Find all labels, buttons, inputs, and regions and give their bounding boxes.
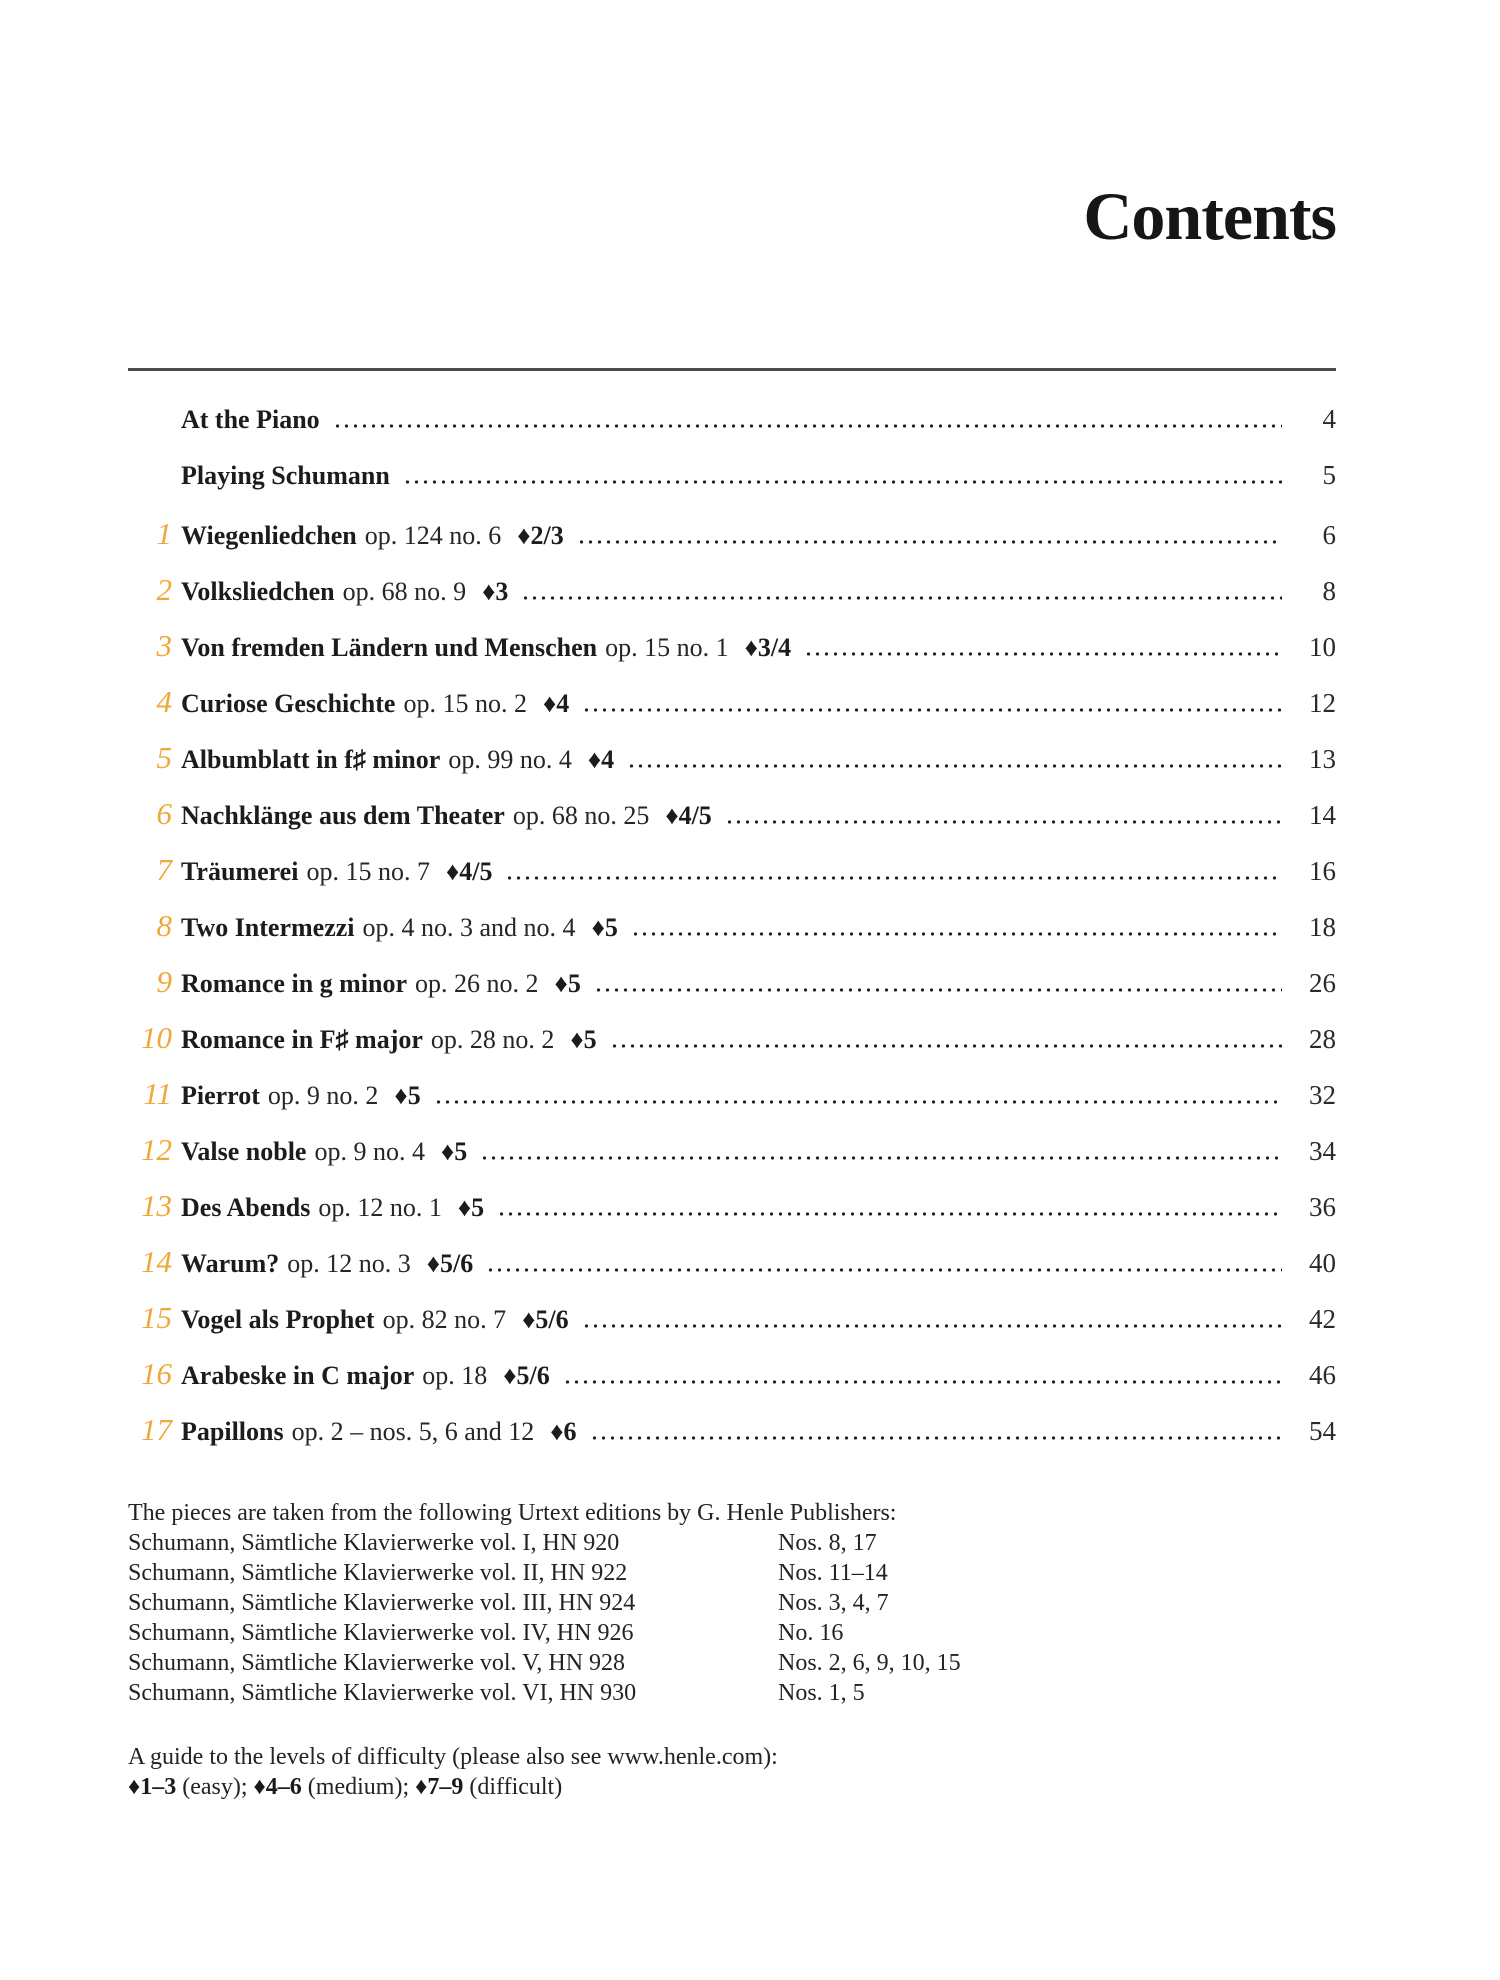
- source-numbers: Nos. 3, 4, 7: [778, 1590, 889, 1616]
- dots-leader: [594, 988, 1282, 992]
- toc-page: 14: [1309, 800, 1336, 830]
- table-of-contents: [128, 404, 1336, 1468]
- toc-number: 3: [156, 628, 172, 663]
- toc-page: 5: [1322, 460, 1336, 490]
- toc-number: 16: [141, 1356, 172, 1391]
- source-numbers: Nos. 8, 17: [778, 1530, 877, 1556]
- toc-row: [128, 908, 1336, 964]
- toc-opus: op. 15 no. 7: [306, 857, 430, 886]
- toc-title: Des Abends: [181, 1193, 311, 1222]
- toc-opus: op. 15 no. 2: [403, 689, 527, 718]
- toc-level: ♦5: [457, 1193, 485, 1222]
- source-edition: Schumann, Sämtliche Klavierwerke vol. IV, HN 926: [128, 1620, 634, 1646]
- toc-row: [128, 852, 1336, 908]
- toc-page: 54: [1309, 1416, 1336, 1446]
- toc-row: [128, 572, 1336, 628]
- header-divider: [128, 368, 1336, 371]
- dots-leader: [582, 708, 1282, 712]
- toc-row: [128, 1244, 1336, 1300]
- toc-row: [128, 1412, 1336, 1468]
- toc-row: [128, 1188, 1336, 1244]
- toc-level: ♦5/6: [522, 1305, 569, 1334]
- guide-level-range: ♦1–3: [128, 1774, 177, 1800]
- toc-title: Nachklänge aus dem Theater: [181, 801, 505, 830]
- dots-leader: [434, 1100, 1282, 1104]
- toc-page: 18: [1309, 912, 1336, 942]
- toc-number: 4: [156, 684, 172, 719]
- toc-title: Wiegenliedchen: [181, 521, 357, 550]
- source-edition: Schumann, Sämtliche Klavierwerke vol. V, HN 928: [128, 1650, 626, 1676]
- toc-number: 2: [156, 572, 172, 607]
- dots-leader: [403, 480, 1282, 484]
- page-title: Contents: [1083, 178, 1336, 254]
- source-row: [128, 1558, 1336, 1588]
- dots-leader: [480, 1156, 1282, 1160]
- toc-opus: op. 68 no. 9: [342, 577, 467, 606]
- toc-title: Warum?: [181, 1249, 280, 1278]
- toc-row: [128, 460, 1336, 516]
- toc-opus: op. 68 no. 25: [512, 801, 650, 830]
- dots-leader: [725, 820, 1282, 824]
- toc-number: 8: [156, 908, 172, 943]
- toc-opus: op. 15 no. 1: [605, 633, 729, 662]
- toc-page: 16: [1309, 856, 1336, 886]
- toc-level: ♦4: [542, 689, 570, 718]
- toc-title: Träumerei: [181, 857, 299, 886]
- toc-level: ♦5/6: [503, 1361, 550, 1390]
- toc-title: Papillons: [181, 1417, 284, 1446]
- toc-number: 17: [141, 1412, 172, 1447]
- toc-title: Vogel als Prophet: [181, 1305, 375, 1334]
- toc-number: 1: [156, 516, 172, 551]
- toc-opus: op. 9 no. 4: [314, 1137, 425, 1166]
- toc-level: ♦4/5: [445, 857, 493, 886]
- dots-leader: [497, 1212, 1282, 1216]
- toc-opus: op. 26 no. 2: [415, 969, 539, 998]
- toc-number: 7: [156, 852, 172, 887]
- toc-level: ♦4/5: [665, 801, 712, 830]
- dots-leader: [590, 1436, 1282, 1440]
- source-row: [128, 1588, 1336, 1618]
- dots-leader: [563, 1380, 1282, 1384]
- dots-leader: [333, 424, 1282, 428]
- toc-title: Valse noble: [181, 1137, 307, 1166]
- toc-row: [128, 796, 1336, 852]
- source-edition: Schumann, Sämtliche Klavierwerke vol. VI, HN 930: [128, 1680, 637, 1706]
- toc-page: 28: [1309, 1024, 1336, 1054]
- dots-leader: [486, 1268, 1282, 1272]
- toc-number: 5: [156, 740, 172, 775]
- toc-opus: op. 124 no. 6: [364, 521, 502, 550]
- toc-row: [128, 516, 1336, 572]
- toc-level: ♦4: [587, 745, 615, 774]
- source-numbers: Nos. 1, 5: [778, 1680, 865, 1706]
- toc-opus: op. 18: [422, 1361, 488, 1390]
- toc-opus: op. 12 no. 1: [318, 1193, 442, 1222]
- toc-number: 12: [141, 1132, 172, 1167]
- toc-opus: op. 28 no. 2: [430, 1025, 555, 1054]
- toc-number: 9: [156, 964, 172, 999]
- toc-row: [128, 1300, 1336, 1356]
- dots-leader: [505, 876, 1282, 880]
- toc-page: 34: [1309, 1136, 1336, 1166]
- toc-page: 8: [1322, 576, 1336, 606]
- toc-page: 36: [1309, 1192, 1336, 1222]
- toc-row: [128, 1356, 1336, 1412]
- toc-title: Romance in g minor: [181, 969, 408, 998]
- toc-row: [128, 740, 1336, 796]
- source-numbers: Nos. 2, 6, 9, 10, 15: [778, 1650, 961, 1676]
- toc-page: 32: [1309, 1080, 1336, 1110]
- source-row: [128, 1528, 1336, 1558]
- guide-levels-line: [128, 1772, 1336, 1802]
- dots-leader: [804, 652, 1282, 656]
- guide-level-range: ♦4–6: [253, 1774, 302, 1800]
- dots-leader: [521, 596, 1282, 600]
- toc-opus: op. 12 no. 3: [287, 1249, 411, 1278]
- toc-level: ♦2/3: [517, 521, 564, 550]
- dots-leader: [582, 1324, 1282, 1328]
- toc-row: [128, 684, 1336, 740]
- toc-number: 14: [141, 1244, 172, 1279]
- toc-opus: op. 9 no. 2: [267, 1081, 379, 1110]
- guide-level-desc: (medium);: [301, 1774, 416, 1800]
- toc-level: ♦6: [550, 1417, 577, 1446]
- source-row: [128, 1678, 1336, 1708]
- toc-number: 15: [141, 1300, 172, 1335]
- toc-title: Pierrot: [181, 1081, 260, 1110]
- toc-page: 10: [1309, 632, 1336, 662]
- toc-title: Curiose Geschichte: [181, 689, 396, 718]
- guide-intro: A guide to the levels of difficulty (please also see www.henle.com):: [128, 1744, 778, 1770]
- toc-page: 13: [1309, 744, 1336, 774]
- toc-title: Playing Schumann: [181, 461, 390, 490]
- toc-row: [128, 964, 1336, 1020]
- toc-level: ♦5: [440, 1137, 468, 1166]
- sources-intro: The pieces are taken from the following Urtext editions by G. Henle Publishers:: [128, 1500, 897, 1526]
- toc-page: 12: [1309, 688, 1336, 718]
- toc-title: At the Piano: [181, 405, 320, 434]
- toc-level: ♦5: [394, 1081, 421, 1110]
- toc-level: ♦5: [554, 969, 581, 998]
- toc-number: 11: [143, 1076, 172, 1111]
- source-edition: Schumann, Sämtliche Klavierwerke vol. I, HN 920: [128, 1530, 620, 1556]
- toc-page: 46: [1309, 1360, 1336, 1390]
- guide-level-desc: (easy);: [176, 1774, 254, 1800]
- toc-page: 40: [1309, 1248, 1336, 1278]
- guide-level-desc: (difficult): [463, 1774, 563, 1800]
- toc-opus: op. 4 no. 3 and no. 4: [362, 913, 576, 942]
- toc-page: 6: [1322, 520, 1336, 550]
- toc-row: [128, 1132, 1336, 1188]
- toc-level: ♦5: [570, 1025, 597, 1054]
- toc-level: ♦3: [482, 577, 509, 606]
- source-edition: Schumann, Sämtliche Klavierwerke vol. III, HN 924: [128, 1590, 636, 1616]
- toc-opus: op. 82 no. 7: [382, 1305, 507, 1334]
- source-edition: Schumann, Sämtliche Klavierwerke vol. II, HN 922: [128, 1560, 628, 1586]
- toc-number: 6: [156, 796, 172, 831]
- toc-page: 42: [1309, 1304, 1336, 1334]
- toc-opus: op. 2 – nos. 5, 6 and 12: [291, 1417, 535, 1446]
- toc-title: Romance in F♯ major: [181, 1025, 423, 1054]
- toc-title: Volksliedchen: [181, 577, 335, 606]
- toc-title: Two Intermezzi: [181, 913, 355, 942]
- toc-row: [128, 404, 1336, 460]
- toc-page: 4: [1322, 404, 1336, 434]
- toc-number: 13: [141, 1188, 172, 1223]
- toc-row: [128, 1020, 1336, 1076]
- toc-row: [128, 1076, 1336, 1132]
- toc-level: ♦3/4: [744, 633, 792, 662]
- source-row: [128, 1618, 1336, 1648]
- source-numbers: No. 16: [778, 1620, 844, 1646]
- dots-leader: [610, 1044, 1282, 1048]
- guide-level-range: ♦7–9: [415, 1774, 464, 1800]
- toc-title: Von fremden Ländern und Menschen: [181, 633, 598, 662]
- toc-number: 10: [141, 1020, 172, 1055]
- difficulty-guide: [128, 1742, 1336, 1802]
- toc-level: ♦5: [591, 913, 618, 942]
- toc-row: [128, 628, 1336, 684]
- source-numbers: Nos. 11–14: [778, 1560, 888, 1586]
- dots-leader: [631, 932, 1282, 936]
- dots-leader: [627, 764, 1282, 768]
- sources-section: [128, 1498, 1336, 1708]
- dots-leader: [577, 540, 1282, 544]
- toc-title: Arabeske in C major: [181, 1361, 415, 1390]
- toc-title: Albumblatt in f♯ minor: [181, 745, 441, 774]
- toc-opus: op. 99 no. 4: [448, 745, 572, 774]
- toc-page: 26: [1309, 968, 1336, 998]
- toc-level: ♦5/6: [426, 1249, 474, 1278]
- source-row: [128, 1648, 1336, 1678]
